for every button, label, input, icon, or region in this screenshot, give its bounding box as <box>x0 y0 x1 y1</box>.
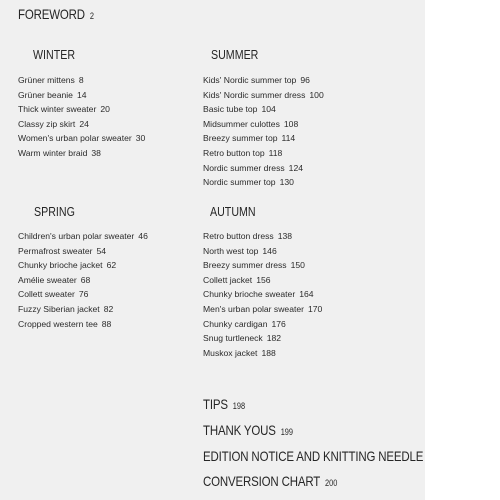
list-item <box>18 88 145 103</box>
item-name: Chunky cardigan <box>203 318 268 329</box>
tips-page: 198 <box>232 401 246 411</box>
autumn-list <box>203 229 322 360</box>
item-name: Collett sweater <box>18 289 75 300</box>
list-item <box>18 244 148 259</box>
list-item <box>18 117 145 132</box>
item-name: Amélie sweater <box>18 274 77 285</box>
item-page: 114 <box>281 133 296 144</box>
item-page: 164 <box>299 289 314 300</box>
list-item <box>18 131 145 146</box>
item-page: 20 <box>100 104 110 115</box>
item-page: 62 <box>106 260 117 271</box>
list-item <box>203 229 322 244</box>
item-name: Nordic summer top <box>203 177 276 188</box>
item-name: Breezy summer top <box>203 133 278 144</box>
item-name: Grüner beanie <box>18 89 73 100</box>
thanks-entry <box>203 422 293 438</box>
item-name: Chunky brioche sweater <box>203 289 296 300</box>
foreword-title: FOREWORD <box>18 6 85 22</box>
foreword-page: 2 <box>89 11 94 21</box>
list-item <box>203 346 322 361</box>
list-item <box>203 131 324 146</box>
item-page: 150 <box>290 260 305 271</box>
list-item <box>18 146 145 161</box>
list-item <box>203 244 322 259</box>
list-item <box>18 102 145 117</box>
item-page: 88 <box>101 318 112 329</box>
item-page: 96 <box>300 75 310 85</box>
list-item <box>18 287 148 302</box>
tips-title: TIPS <box>203 396 228 412</box>
item-page: 30 <box>135 133 146 144</box>
item-page: 100 <box>309 89 324 100</box>
item-name: Chunky brioche jacket <box>18 260 103 271</box>
item-page: 104 <box>261 104 276 115</box>
edition-page: 200 <box>325 478 338 488</box>
winter-list <box>18 73 145 161</box>
list-item <box>203 331 322 346</box>
item-page: 182 <box>266 333 282 344</box>
list-item <box>203 88 324 103</box>
item-name: Midsummer culottes <box>203 118 280 129</box>
item-page: 138 <box>277 231 293 241</box>
item-name: Warm winter braid <box>18 147 88 158</box>
item-page: 124 <box>288 162 304 173</box>
list-item <box>203 302 322 317</box>
spring-list <box>18 229 148 331</box>
item-page: 54 <box>96 245 107 256</box>
item-page: 156 <box>256 274 271 285</box>
item-name: Muskox jacket <box>203 347 258 358</box>
list-item <box>203 146 324 161</box>
thanks-page: 199 <box>280 427 294 437</box>
item-name: Fuzzy Siberian jacket <box>18 303 100 314</box>
autumn-heading: AUTUMN <box>210 204 256 219</box>
list-item <box>203 161 324 176</box>
edition-title-line2: CONVERSION CHART <box>203 473 321 489</box>
item-page: 76 <box>78 289 89 300</box>
spring-heading: SPRING <box>34 204 75 219</box>
item-name: Collett jacket <box>203 274 253 285</box>
edition-entry-line1 <box>203 448 423 464</box>
item-page: 188 <box>261 347 276 358</box>
list-item <box>18 229 148 244</box>
item-name: Retro button dress <box>203 231 274 241</box>
item-page: 82 <box>103 303 114 314</box>
summer-heading: SUMMER <box>211 47 259 62</box>
list-item <box>203 317 322 332</box>
item-page: 46 <box>138 231 148 241</box>
list-item <box>203 73 324 88</box>
item-page: 170 <box>308 303 323 314</box>
item-page: 130 <box>279 177 294 188</box>
item-name: Snug turtleneck <box>203 333 263 344</box>
list-item <box>18 273 148 288</box>
item-page: 8 <box>78 75 84 85</box>
item-page: 146 <box>262 245 277 256</box>
item-name: Children's urban polar sweater <box>18 231 135 241</box>
summer-list <box>203 73 324 190</box>
thanks-title: THANK YOUS <box>203 422 276 438</box>
item-name: Grüner mittens <box>18 75 75 85</box>
list-item <box>203 258 322 273</box>
item-name: Kids' Nordic summer top <box>203 75 297 85</box>
item-name: Kids' Nordic summer dress <box>203 89 306 100</box>
item-name: Classy zip skirt <box>18 118 76 129</box>
list-item <box>203 102 324 117</box>
item-name: Breezy summer dress <box>203 260 287 271</box>
foreword-entry <box>18 6 94 22</box>
list-item <box>203 117 324 132</box>
item-name: Nordic summer dress <box>203 162 285 173</box>
winter-heading: WINTER <box>33 47 76 62</box>
item-page: 176 <box>271 318 286 329</box>
list-item <box>203 287 322 302</box>
item-name: Women's urban polar sweater <box>18 133 132 144</box>
list-item <box>18 73 145 88</box>
item-page: 108 <box>283 118 299 129</box>
item-name: North west top <box>203 245 259 256</box>
list-item <box>18 258 148 273</box>
list-item <box>203 175 324 190</box>
item-name: Retro button top <box>203 147 265 158</box>
item-name: Basic tube top <box>203 104 258 115</box>
list-item <box>18 302 148 317</box>
item-name: Permafrost sweater <box>18 245 93 256</box>
item-page: 14 <box>76 89 87 100</box>
item-name: Men's urban polar sweater <box>203 303 304 314</box>
edition-entry-line2 <box>203 473 337 489</box>
list-item <box>18 317 148 332</box>
item-name: Cropped western tee <box>18 318 98 329</box>
item-page: 24 <box>79 118 89 129</box>
item-name: Thick winter sweater <box>18 104 97 115</box>
item-page: 38 <box>91 147 101 158</box>
item-page: 68 <box>80 274 91 285</box>
tips-entry <box>203 396 245 412</box>
edition-title-line1: EDITION NOTICE AND KNITTING NEEDLE <box>203 448 424 464</box>
item-page: 118 <box>268 147 283 158</box>
list-item <box>203 273 322 288</box>
